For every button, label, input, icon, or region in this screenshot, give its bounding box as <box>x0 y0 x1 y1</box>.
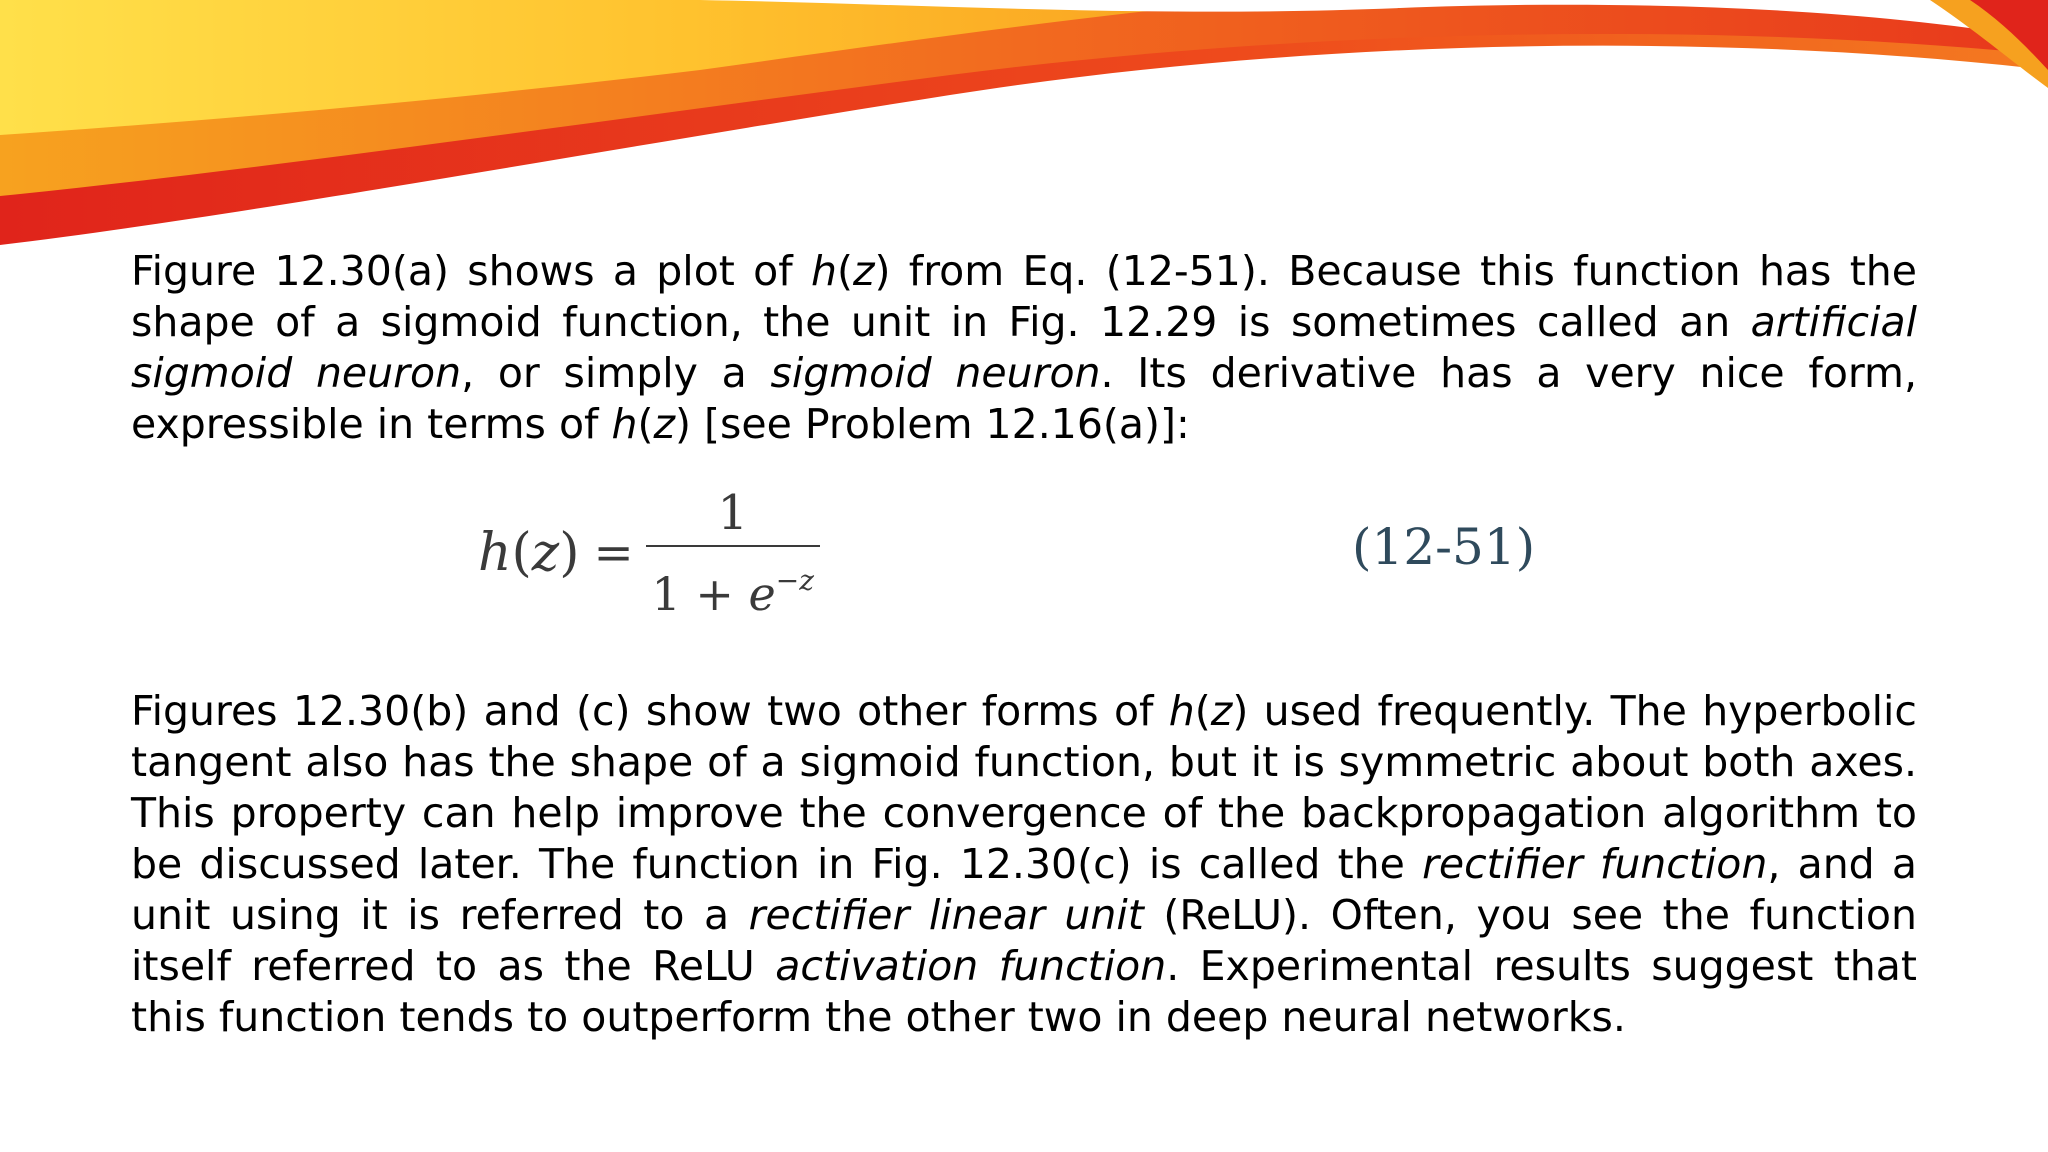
denominator-base: 1 + <box>651 566 749 621</box>
equation-var: z <box>531 523 560 583</box>
text-segment: . Experimental results suggest that this function tends to outperform the other two in deep neural networks. <box>131 942 1917 1041</box>
italic-segment: z <box>653 400 676 448</box>
decorative-swoosh-banner <box>0 0 2048 260</box>
text-segment: (ReLU). Often, you see the function itself referred to as the ReLU <box>131 891 1917 990</box>
denominator-var: e <box>748 566 776 621</box>
text-segment: ) used frequently. The hyperbolic tangent also has the shape of a sigmoid function, but it is symmetric about both axes. This property can help improve the convergence of the backpropagation algorithm to be discussed later. The function in Fig. 12.30(c) is called the <box>131 687 1917 888</box>
equation-equals: = <box>593 525 634 581</box>
text-segment: ) from Eq. (12-51). Because this function has the shape of a sigmoid function, the unit in Fig. 12.29 is sometimes called an <box>131 247 1917 346</box>
italic-segment: h <box>810 247 837 295</box>
equation-paren: ( <box>511 523 532 583</box>
italic-term-artificial-sigmoid-neuron: artificial sigmoid neuron <box>131 298 1917 397</box>
paragraph-sigmoid-intro <box>131 246 1917 450</box>
text-segment: , and a unit using it is referred to a <box>131 840 1917 939</box>
text-segment: ( <box>836 247 853 295</box>
italic-term-sigmoid-neuron: sigmoid neuron <box>770 349 1101 397</box>
italic-term-activation-function: activation function <box>775 942 1167 990</box>
equation-denominator <box>651 553 814 622</box>
text-segment: ( <box>1194 687 1211 735</box>
fraction-bar <box>646 545 820 547</box>
italic-segment: z <box>852 247 875 295</box>
italic-segment: h <box>1168 687 1195 735</box>
sigmoid-equation <box>478 484 820 621</box>
text-segment: , or simply a <box>461 349 771 397</box>
equation-numerator: 1 <box>717 484 748 541</box>
equation-func: h <box>478 523 512 583</box>
equation-lhs <box>478 523 580 583</box>
equation-paren: ) <box>559 523 580 583</box>
text-segment: . Its derivative has a very nice form, expressible in terms of <box>131 349 1918 448</box>
italic-term-rectifier-linear-unit: rectifier linear unit <box>748 891 1144 939</box>
paragraph-activation-forms <box>131 686 1917 1043</box>
text-segment: Figures 12.30(b) and (c) show two other forms of <box>131 687 1169 735</box>
denominator-exponent: −z <box>775 563 814 597</box>
italic-segment: h <box>611 400 638 448</box>
italic-segment: z <box>1210 687 1233 735</box>
equation-fraction <box>646 485 820 622</box>
text-segment: ) [see Problem 12.16(a)]: <box>675 400 1190 448</box>
italic-term-rectifier-function: rectifier function <box>1422 840 1768 888</box>
equation-number: (12-51) <box>1352 518 1536 576</box>
text-segment: ( <box>637 400 654 448</box>
text-segment: Figure 12.30(a) shows a plot of <box>131 247 811 295</box>
